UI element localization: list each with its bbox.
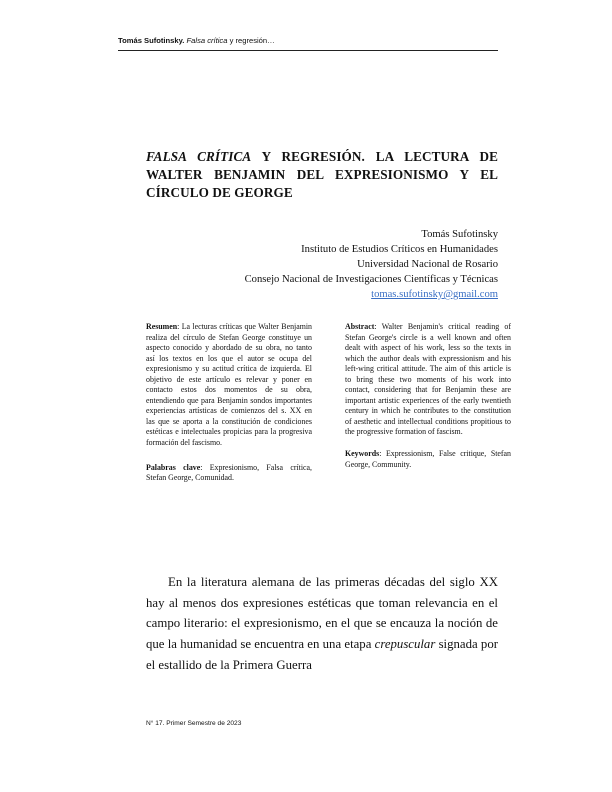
body-text-after: signada por el estallido de la Primera Guerra — [146, 637, 498, 672]
running-header — [118, 36, 498, 51]
article-title-italic: FALSA CRÍTICA — [146, 149, 252, 164]
abstract-english — [345, 322, 511, 470]
abstract-es-paragraph — [146, 322, 312, 449]
author-affiliation-1: Instituto de Estudios Críticos en Humanidades — [301, 244, 498, 255]
abstract-es-text: : La lecturas críticas que Walter Benjamin realiza del círculo de Stefan George constituye un aspecto conocido y abordado de su obra, no tanto así los textos en los que el autor se ocupa del expresionismo y su actitud crítica de izquierda. El objetivo de este artículo es relevar y poner en contacto estos dos momentos de su obra, entendiendo que para Benjamin sondos importantes experiencias artísticas de comienzos del s. XX en las que se aporta a la constitución de condiciones estéticas e intelectuales propicias para la progresiva formación del fascismo. — [146, 322, 312, 448]
header-title-rest: y regresión… — [227, 36, 275, 45]
abstract-en-label: Abstract — [345, 322, 375, 331]
keywords-en-text: : Expressionism, False critique, Stefan George, Community. — [345, 449, 511, 469]
keywords-es-text: : Expresionismo, Falsa crítica, Stefan George, Comunidad. — [146, 462, 313, 483]
keywords-en-paragraph — [345, 449, 511, 470]
keywords-en-label: Keywords — [345, 449, 380, 459]
author-email-link[interactable]: tomas.sufotinsky@gmail.com — [371, 289, 498, 300]
abstract-spanish — [146, 322, 312, 484]
body-text-italic: crepuscular — [374, 637, 436, 652]
footer-issue: N° 17. Primer Semestre de 2023 — [146, 720, 242, 727]
body-text-before: En la literatura alemana de las primeras décadas del siglo XX hay al menos dos expresiones estéticas que toman relevancia en el campo literario: el expresionismo, en el que se encauza la noción de que la humanidad se encuentra en una etapa — [146, 575, 498, 652]
keywords-es-paragraph — [146, 463, 312, 484]
header-title-italic: Falsa crítica — [186, 36, 228, 45]
author-name: Tomás Sufotinsky — [421, 229, 498, 240]
abstract-en-paragraph — [345, 322, 511, 438]
body-paragraph — [146, 572, 498, 676]
author-block — [245, 227, 498, 302]
abstract-en-text: : Walter Benjamin's critical reading of Stefan George's circle is a well known and often dealt with aspect of his work, less so the texts in which the author deals with expressionism and his left-wing critical attitude. The aim of this article is to bring these two moments of his work into contact, considering that for Benjamin these are important artistic experiences of the early twentieth century in which he contributes to the constitution of aesthetic and intellectual conditions propitious to the progressive formation of fascism. — [345, 322, 511, 437]
header-author: Tomás Sufotinsky. — [118, 36, 185, 45]
article-title-rest: Y REGRESIÓN. LA LECTURA DE WALTER BENJAMIN DEL EXPRESIONISMO Y EL CÍRCULO DE GEORGE — [146, 149, 498, 200]
author-affiliation-2: Universidad Nacional de Rosario — [357, 259, 498, 270]
article-title — [146, 148, 498, 202]
author-affiliation-3: Consejo Nacional de Investigaciones Científicas y Técnicas — [244, 274, 498, 285]
abstract-es-label: Resumen — [146, 322, 178, 331]
keywords-es-label: Palabras clave — [146, 462, 201, 472]
